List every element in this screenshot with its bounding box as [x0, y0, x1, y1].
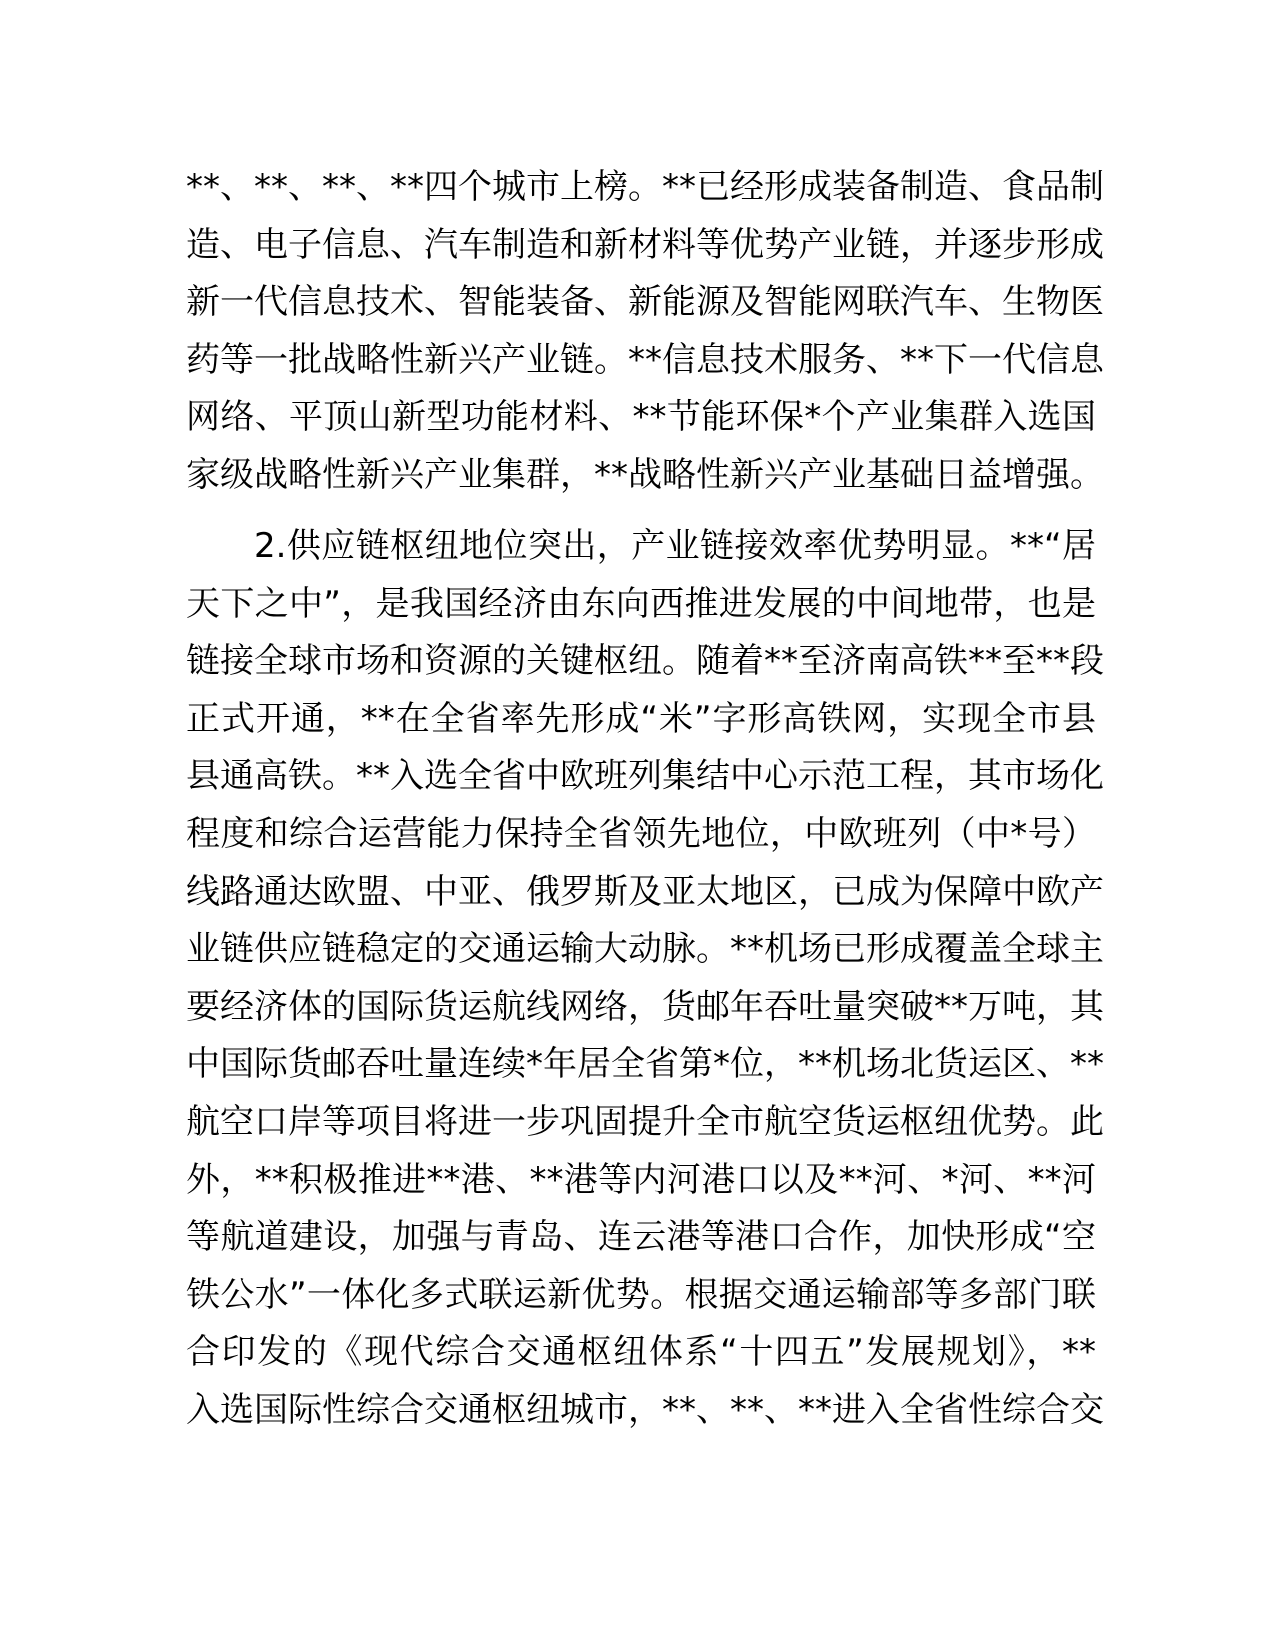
text-line: 造、电子信息、汽车制造和新材料等优势产业链，并逐步形成: [186, 224, 1104, 265]
text-line: 入选国际性综合交通枢纽城市，**、**、**进入全省性综合交: [186, 1389, 1104, 1430]
text-line: 外，**积极推进**港、**港等内河港口以及**河、*河、**河: [186, 1159, 1096, 1200]
text-line: 药等一批战略性新兴产业链。**信息技术服务、**下一代信息: [186, 339, 1104, 380]
paragraph-supply-chain-hub: [186, 518, 1104, 1440]
text-line: 链接全球市场和资源的关键枢纽。随着**至济南高铁**至**段: [186, 641, 1104, 682]
text-line: **、**、**、**四个城市上榜。**已经形成装备制造、食品制: [186, 167, 1104, 207]
text-line: 航空口岸等项目将进一步巩固提升全市航空货运枢纽优势。此: [186, 1101, 1104, 1142]
text-line: 家级战略性新兴产业集群，**战略性新兴产业基础日益增强。: [186, 454, 1104, 495]
text-line: 新一代信息技术、智能装备、新能源及智能网联汽车、生物医: [186, 282, 1104, 323]
text-line: 要经济体的国际货运航线网络，货邮年吞吐量突破**万吨，其: [186, 986, 1104, 1027]
text-line: 线路通达欧盟、中亚、俄罗斯及亚太地区，已成为保障中欧产: [186, 871, 1104, 912]
text-line: 业链供应链稳定的交通运输大动脉。**机场已形成覆盖全球主: [186, 929, 1104, 970]
paragraph-industry-chains: [186, 159, 1104, 505]
text-line: 网络、平顶山新型功能材料、**节能环保*个产业集群入选国: [186, 397, 1096, 438]
text-line: 程度和综合运营能力保持全省领先地位，中欧班列（中*号）: [186, 813, 1096, 854]
paragraph-heading-line: 2.供应链枢纽地位突出，产业链接效率优势明显。**“居: [254, 526, 1096, 566]
text-line: 正式开通，**在全省率先形成“米”字形高铁网，实现全市县: [186, 698, 1096, 739]
text-line: 合印发的《现代综合交通枢纽体系“十四五”发展规划》，**: [186, 1332, 1096, 1373]
text-line: 中国际货邮吞吐量连续*年居全省第*位，**机场北货运区、**: [186, 1044, 1104, 1085]
text-line: 天下之中”，是我国经济由东向西推进发展的中间地带，也是: [186, 583, 1096, 624]
text-line: 铁公水”一体化多式联运新优势。根据交通运输部等多部门联: [186, 1274, 1096, 1315]
text-line: 等航道建设，加强与青岛、连云港等港口合作，加快形成“空: [186, 1217, 1096, 1258]
text-line: 县通高铁。**入选全省中欧班列集结中心示范工程，其市场化: [186, 756, 1104, 797]
